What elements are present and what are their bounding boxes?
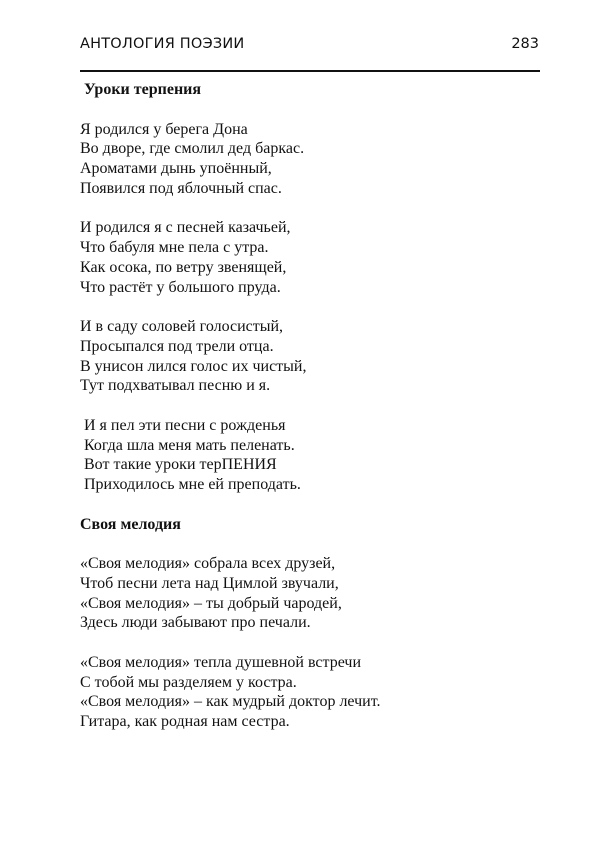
stanza <box>80 218 381 297</box>
verse-line: Вот такие уроки терПЕНИЯ <box>84 456 277 474</box>
verse-line: Просыпался под трели отца. <box>80 337 274 355</box>
stanza <box>80 120 381 199</box>
verse-line: Здесь люди забывают про печали. <box>80 614 311 632</box>
page-number: 283 <box>511 36 539 52</box>
poem-title: Своя мелодия <box>80 515 181 533</box>
verse-line: Что растёт у большого пруда. <box>80 278 281 296</box>
verse-line: И в саду соловей голосистый, <box>80 318 284 335</box>
verse-line: Я родился у берега Дона <box>80 120 248 138</box>
verse-line: Что бабуля мне пела с утра. <box>80 239 269 256</box>
verse-line: Приходилось мне ей преподать. <box>84 476 301 493</box>
verse-line: Ароматами дынь упоённый, <box>80 160 272 177</box>
blank-line <box>80 100 381 120</box>
stanza <box>80 317 381 396</box>
stanza <box>80 416 381 495</box>
blank-line <box>80 732 381 752</box>
verse-line: Как осока, по ветру звенящей, <box>80 258 287 276</box>
header-title: АНТОЛОГИЯ ПОЭЗИИ <box>80 36 245 52</box>
verse-line: Чтоб песни лета над Цимлой звучали, <box>80 574 339 592</box>
blank-line <box>80 199 381 219</box>
blank-line <box>80 396 381 416</box>
verse-line: «Своя мелодия» – как мудрый доктор лечит. <box>80 693 381 711</box>
blank-line <box>80 297 381 317</box>
stanza <box>80 653 381 732</box>
blank-line <box>80 495 381 515</box>
verse-line: Тут подхватывал песню и я. <box>80 377 271 395</box>
verse-line: Появился под яблочный спас. <box>80 179 282 197</box>
header-rule <box>80 70 540 72</box>
poem <box>80 80 381 515</box>
blank-line <box>80 534 381 554</box>
verse-line: С тобой мы разделяем у костра. <box>80 673 297 691</box>
page-content <box>80 80 381 752</box>
verse-line: Когда шла меня мать пеленать. <box>84 436 295 454</box>
verse-line: Гитара, как родная нам сестра. <box>80 713 290 730</box>
verse-line: Во дворе, где смолил дед баркас. <box>80 140 305 158</box>
stanza <box>80 554 381 633</box>
verse-line: И родился я с песней казачьей, <box>80 219 291 237</box>
verse-line: И я пел эти песни с рожденья <box>84 416 286 434</box>
poem <box>80 515 381 752</box>
poem-title: Уроки терпения <box>84 81 202 98</box>
blank-line <box>80 633 381 653</box>
verse-line: В унисон лился голос их чистый, <box>80 357 307 375</box>
verse-line: «Своя мелодия» – ты добрый чародей, <box>80 594 342 612</box>
verse-line: «Своя мелодия» тепла душевной встречи <box>80 653 362 671</box>
verse-line: «Своя мелодия» собрала всех друзей, <box>80 555 336 572</box>
